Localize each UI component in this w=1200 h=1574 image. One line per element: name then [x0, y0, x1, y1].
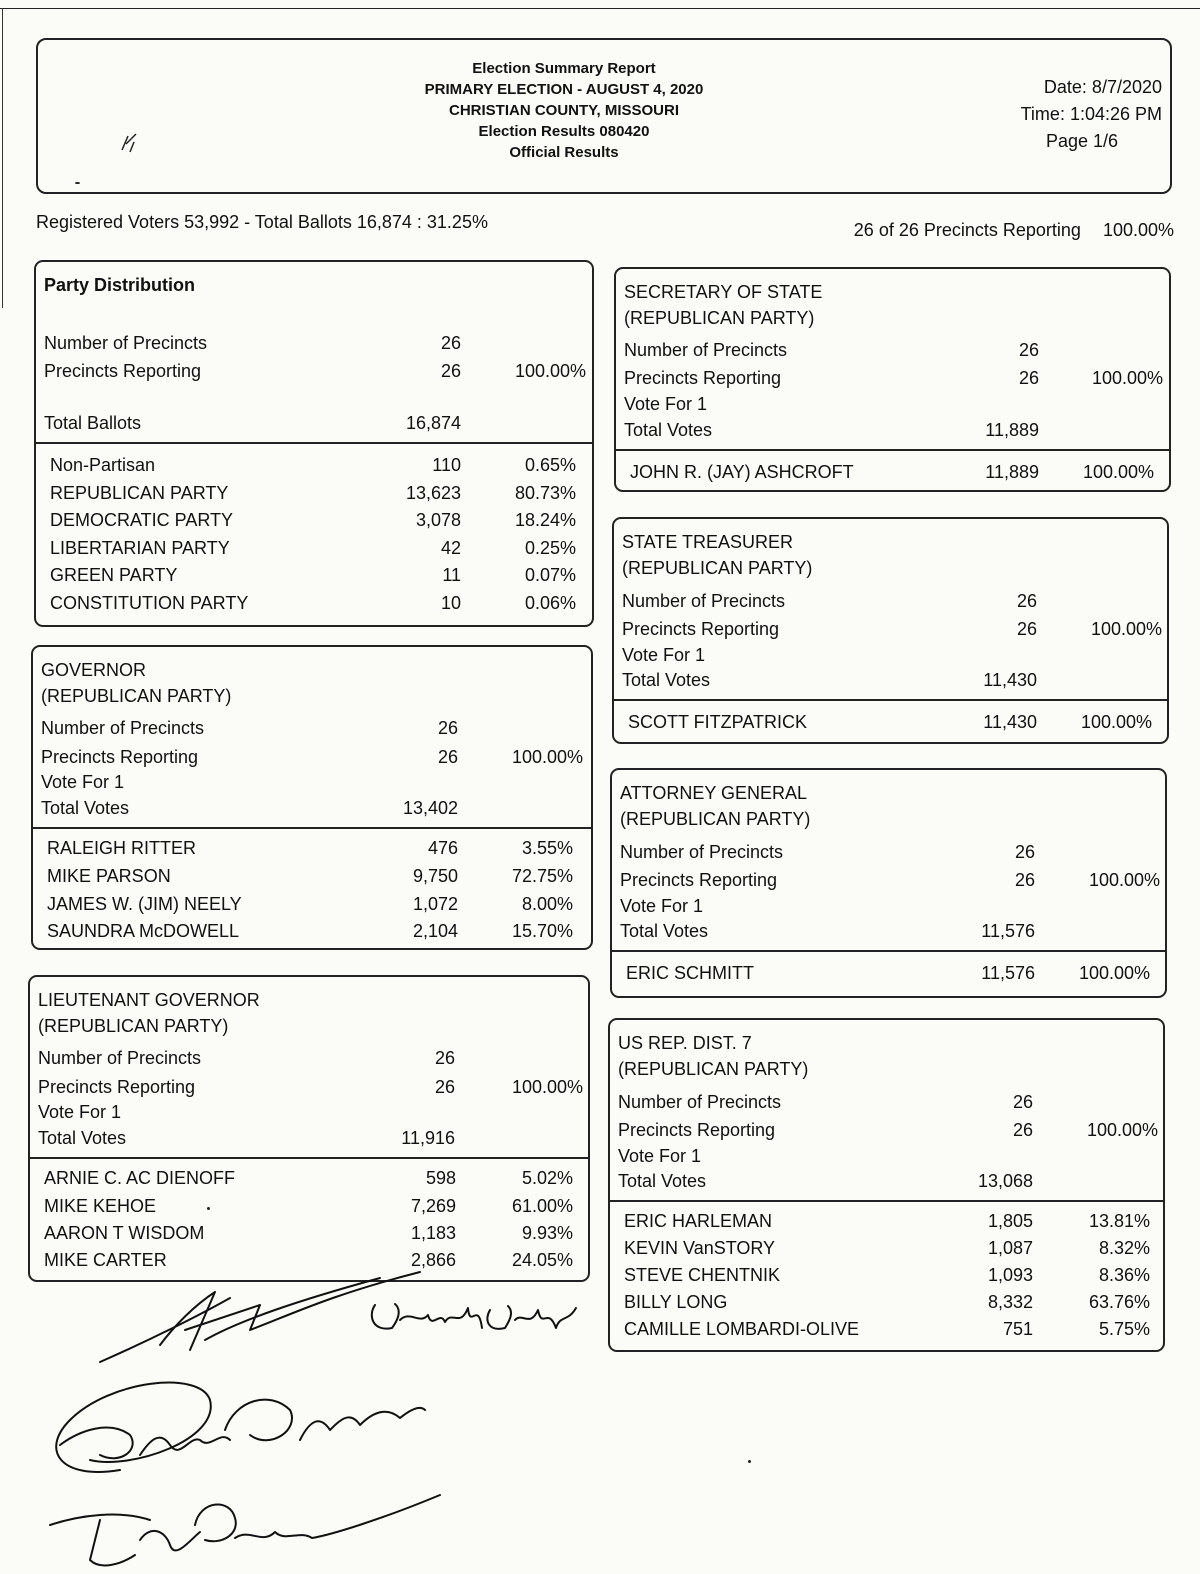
report-title-block: [38, 58, 1170, 163]
party-name: LIBERTARIAN PARTY: [50, 538, 230, 558]
report-meta: [1021, 74, 1162, 155]
candidate-percent: 13.81%: [1088, 1211, 1150, 1231]
scan-speck: [207, 1207, 210, 1210]
row-value: 26: [1018, 368, 1039, 388]
report-time: Time: 1:04:26 PM: [1020, 104, 1162, 124]
contest-title: [618, 1030, 808, 1082]
row-percent: 100.00%: [1090, 619, 1162, 639]
party-name: Non-Partisan: [50, 455, 156, 475]
candidate-row: [616, 459, 1169, 485]
candidate-percent: 100.00%: [1082, 462, 1154, 482]
row-label: Number of Precincts: [620, 842, 784, 862]
row-label: Vote For 1: [41, 772, 125, 792]
reporting-row: [614, 616, 1167, 642]
party-row: [36, 507, 592, 533]
contest-party: (REPUBLICAN PARTY): [38, 1016, 229, 1036]
row-value: 13,402: [402, 798, 458, 818]
row-value: 26: [1014, 870, 1035, 890]
reporting-row: [610, 1117, 1163, 1143]
party-row: [36, 590, 592, 616]
registered-voters-summary: Registered Voters 53,992 - Total Ballots 16,874 : 31.25%: [36, 212, 488, 232]
candidate-percent: 15.70%: [511, 921, 573, 941]
row-label: Total Votes: [618, 1171, 707, 1191]
party-percent: 0.07%: [524, 565, 576, 585]
party-votes: 13,623: [405, 483, 461, 503]
total-votes-row: [30, 1125, 588, 1151]
candidate-row: [33, 918, 591, 944]
contest-name: GOVERNOR: [41, 660, 147, 680]
candidate-votes: 476: [427, 838, 458, 858]
separator: [610, 1200, 1163, 1202]
row-label: Precincts Reporting: [38, 1077, 196, 1097]
row-percent: 100.00%: [1086, 1120, 1158, 1140]
candidate-row: [610, 1262, 1163, 1288]
report-header: [36, 38, 1172, 194]
top-rule: [0, 8, 1200, 9]
row-label: Vote For 1: [38, 1102, 122, 1122]
num-precincts-row: [614, 588, 1167, 614]
candidate-percent: 63.76%: [1088, 1292, 1150, 1312]
contest-party: (REPUBLICAN PARTY): [618, 1059, 809, 1079]
party-reporting-row: [36, 358, 592, 384]
candidate-votes: 598: [425, 1168, 456, 1188]
party-row: [36, 562, 592, 588]
contest-party: (REPUBLICAN PARTY): [620, 809, 811, 829]
row-label: Total Votes: [624, 420, 713, 440]
vote-for-row: [612, 893, 1165, 919]
candidate-votes: 7,269: [410, 1196, 456, 1216]
party-votes: 10: [440, 593, 461, 613]
separator: [616, 449, 1169, 451]
candidate-row: [614, 709, 1167, 735]
vote-for-row: [610, 1143, 1163, 1169]
row-label: Vote For 1: [622, 645, 706, 665]
candidate-votes: 1,805: [987, 1211, 1033, 1231]
signature-2: [372, 1304, 576, 1329]
candidate-row: [612, 960, 1165, 986]
candidate-votes: 11,576: [981, 963, 1035, 983]
party-name: DEMOCRATIC PARTY: [50, 510, 234, 530]
contest-name: LIEUTENANT GOVERNOR: [38, 990, 260, 1010]
party-percent: 0.06%: [524, 593, 576, 613]
candidate-name: RALEIGH RITTER: [47, 838, 197, 858]
row-value: 26: [1012, 1092, 1033, 1112]
row-value: 26: [434, 1077, 455, 1097]
party-name: GREEN PARTY: [50, 565, 178, 585]
reporting-row: [612, 867, 1165, 893]
party-percent: 80.73%: [514, 483, 576, 503]
candidate-name: SCOTT FITZPATRICK: [628, 712, 807, 732]
row-label: Total Votes: [620, 921, 709, 941]
contest-title: [41, 657, 231, 709]
contest-name: US REP. DIST. 7: [618, 1033, 752, 1053]
party-votes: 110: [432, 455, 461, 475]
row-label: Vote For 1: [624, 394, 708, 414]
results-status: Official Results: [509, 144, 619, 161]
party-percent: 0.25%: [524, 538, 576, 558]
total-votes-row: [612, 918, 1165, 944]
party-name: CONSTITUTION PARTY: [50, 593, 249, 613]
candidate-percent: 5.02%: [521, 1168, 573, 1188]
contest-party: (REPUBLICAN PARTY): [624, 308, 815, 328]
precincts-summary: [854, 220, 1174, 241]
candidate-name: ERIC SCHMITT: [626, 963, 754, 983]
party-num-precincts-row: [36, 330, 592, 356]
total-votes-row: [610, 1168, 1163, 1194]
candidate-votes: 2,104: [412, 921, 458, 941]
party-percent: 18.24%: [514, 510, 576, 530]
row-label: Number of Precincts: [624, 340, 788, 360]
contest-title: [38, 987, 260, 1039]
us-rep-dist-7-contest-box: [608, 1018, 1165, 1352]
candidate-row: [610, 1316, 1163, 1342]
scan-speck: [75, 182, 80, 184]
candidate-name: MIKE KEHOE: [44, 1196, 157, 1216]
row-value: 26: [440, 361, 461, 381]
row-label: Precincts Reporting: [624, 368, 782, 388]
separator: [36, 442, 592, 444]
row-value: 11,576: [981, 921, 1035, 941]
row-label: Total Ballots: [44, 413, 142, 433]
candidate-row: [30, 1165, 588, 1191]
row-label: Number of Precincts: [44, 333, 208, 353]
party-votes: 11: [442, 565, 461, 585]
row-value: 26: [437, 718, 458, 738]
candidate-votes: 1,093: [987, 1265, 1033, 1285]
row-percent: 100.00%: [514, 361, 586, 381]
row-label: Precincts Reporting: [620, 870, 778, 890]
row-percent: 100.00%: [511, 1077, 583, 1097]
party-distribution-box: [34, 260, 594, 627]
num-precincts-row: [612, 839, 1165, 865]
total-votes-row: [33, 795, 591, 821]
separator: [30, 1157, 588, 1159]
row-percent: 100.00%: [1091, 368, 1163, 388]
candidate-name: SAUNDRA McDOWELL: [47, 921, 240, 941]
row-label: Number of Precincts: [41, 718, 205, 738]
row-value: 26: [1016, 591, 1037, 611]
row-value: 13,068: [977, 1171, 1033, 1191]
contest-party: (REPUBLICAN PARTY): [41, 686, 232, 706]
row-label: Precincts Reporting: [44, 361, 202, 381]
candidate-row: [33, 891, 591, 917]
party-distribution-title: Party Distribution: [44, 275, 196, 295]
row-label: Number of Precincts: [38, 1048, 202, 1068]
candidate-votes: 2,866: [410, 1250, 456, 1270]
row-value: 26: [1018, 340, 1039, 360]
num-precincts-row: [610, 1089, 1163, 1115]
row-label: Total Votes: [622, 670, 711, 690]
candidate-votes: 11,889: [985, 462, 1039, 482]
reporting-row: [30, 1074, 588, 1100]
row-label: Total Votes: [38, 1128, 127, 1148]
report-date: Date: 8/7/2020: [1043, 77, 1162, 97]
candidate-name: JAMES W. (JIM) NEELY: [47, 894, 242, 914]
scan-speck: [748, 1460, 751, 1463]
row-value: 11,916: [401, 1128, 455, 1148]
total-votes-row: [616, 417, 1169, 443]
num-precincts-row: [30, 1045, 588, 1071]
candidate-row: [30, 1220, 588, 1246]
row-value: 26: [1016, 619, 1037, 639]
candidate-row: [33, 863, 591, 889]
separator: [612, 950, 1165, 952]
num-precincts-row: [616, 337, 1169, 363]
precincts-reporting-percent: 100.00%: [1102, 220, 1174, 240]
row-label: Number of Precincts: [622, 591, 786, 611]
party-row: [36, 480, 592, 506]
candidate-name: MIKE CARTER: [44, 1250, 167, 1270]
row-value: 16,874: [405, 413, 461, 433]
candidate-name: ERIC HARLEMAN: [624, 1211, 773, 1231]
party-row: [36, 535, 592, 561]
report-title: Election Summary Report: [472, 60, 656, 77]
candidate-votes: 1,072: [412, 894, 458, 914]
stray-mark: [118, 130, 142, 158]
row-percent: 100.00%: [1088, 870, 1160, 890]
candidate-percent: 100.00%: [1078, 963, 1150, 983]
candidate-percent: 8.36%: [1098, 1265, 1150, 1285]
vote-for-row: [616, 391, 1169, 417]
candidate-votes: 1,183: [410, 1223, 456, 1243]
row-value: 26: [1014, 842, 1035, 862]
candidate-row: [33, 835, 591, 861]
candidate-votes: 1,087: [987, 1238, 1033, 1258]
results-id: Election Results 080420: [478, 123, 650, 140]
contest-party: (REPUBLICAN PARTY): [622, 558, 813, 578]
election-name: PRIMARY ELECTION - AUGUST 4, 2020: [424, 81, 704, 98]
candidate-name: JOHN R. (JAY) ASHCROFT: [630, 462, 854, 482]
candidate-percent: 100.00%: [1080, 712, 1152, 732]
row-label: Vote For 1: [620, 896, 704, 916]
contest-title: [620, 780, 810, 832]
separator: [614, 699, 1167, 701]
candidate-name: STEVE CHENTNIK: [624, 1265, 781, 1285]
reporting-row: [616, 365, 1169, 391]
party-percent: 0.65%: [524, 455, 576, 475]
candidate-votes: 8,332: [987, 1292, 1033, 1312]
candidate-votes: 751: [1002, 1319, 1033, 1339]
row-value: 11,889: [985, 420, 1039, 440]
candidate-votes: 9,750: [412, 866, 458, 886]
candidate-percent: 8.00%: [521, 894, 573, 914]
signature-4: [50, 1495, 440, 1565]
candidate-percent: 61.00%: [511, 1196, 573, 1216]
candidate-name: AARON T WISDOM: [44, 1223, 205, 1243]
state-treasurer-contest-box: [612, 517, 1169, 744]
row-value: 11,430: [983, 670, 1037, 690]
candidate-row: [610, 1208, 1163, 1234]
contest-name: ATTORNEY GENERAL: [620, 783, 808, 803]
candidate-name: BILLY LONG: [624, 1292, 728, 1312]
row-value: 26: [434, 1048, 455, 1068]
total-votes-row: [614, 667, 1167, 693]
row-label: Total Votes: [41, 798, 130, 818]
candidate-row: [30, 1193, 588, 1219]
vote-for-row: [33, 769, 591, 795]
party-votes: 42: [440, 538, 461, 558]
candidate-percent: 3.55%: [521, 838, 573, 858]
num-precincts-row: [33, 715, 591, 741]
signature-3: [56, 1383, 425, 1472]
row-label: Precincts Reporting: [622, 619, 780, 639]
contest-name: STATE TREASURER: [622, 532, 794, 552]
candidate-percent: 24.05%: [511, 1250, 573, 1270]
signatures: [0, 1270, 620, 1574]
candidate-row: [610, 1235, 1163, 1261]
row-value: 26: [1012, 1120, 1033, 1140]
candidate-name: MIKE PARSON: [47, 866, 171, 886]
candidate-name: ARNIE C. AC DIENOFF: [44, 1168, 236, 1188]
candidate-percent: 5.75%: [1098, 1319, 1150, 1339]
row-percent: 100.00%: [511, 747, 583, 767]
row-value: 26: [440, 333, 461, 353]
candidate-percent: 72.75%: [511, 866, 573, 886]
candidate-percent: 9.93%: [521, 1223, 573, 1243]
contest-title: [624, 279, 822, 331]
candidate-name: CAMILLE LOMBARDI-OLIVE: [624, 1319, 860, 1339]
row-value: 26: [437, 747, 458, 767]
lieutenant-governor-contest-box: [28, 975, 590, 1282]
candidate-name: KEVIN VanSTORY: [624, 1238, 776, 1258]
county-name: CHRISTIAN COUNTY, MISSOURI: [448, 102, 679, 119]
party-votes: 3,078: [415, 510, 461, 530]
row-label: Precincts Reporting: [41, 747, 199, 767]
precincts-reporting-text: 26 of 26 Precincts Reporting: [853, 220, 1081, 240]
candidate-percent: 8.32%: [1098, 1238, 1150, 1258]
contest-name: SECRETARY OF STATE: [624, 282, 823, 302]
party-name: REPUBLICAN PARTY: [50, 483, 229, 503]
attorney-general-contest-box: [610, 768, 1167, 998]
candidate-row: [610, 1289, 1163, 1315]
secretary-of-state-contest-box: [614, 267, 1171, 492]
page-number: Page 1/6: [1045, 131, 1118, 151]
candidate-votes: 11,430: [983, 712, 1037, 732]
governor-contest-box: [31, 645, 593, 950]
contest-title: [622, 529, 812, 581]
party-total-row: [36, 410, 592, 436]
row-label: Vote For 1: [618, 1146, 702, 1166]
row-label: Number of Precincts: [618, 1092, 782, 1112]
row-label: Precincts Reporting: [618, 1120, 776, 1140]
reporting-row: [33, 744, 591, 770]
vote-for-row: [30, 1099, 588, 1125]
vote-for-row: [614, 642, 1167, 668]
separator: [33, 827, 591, 829]
party-row: [36, 452, 592, 478]
